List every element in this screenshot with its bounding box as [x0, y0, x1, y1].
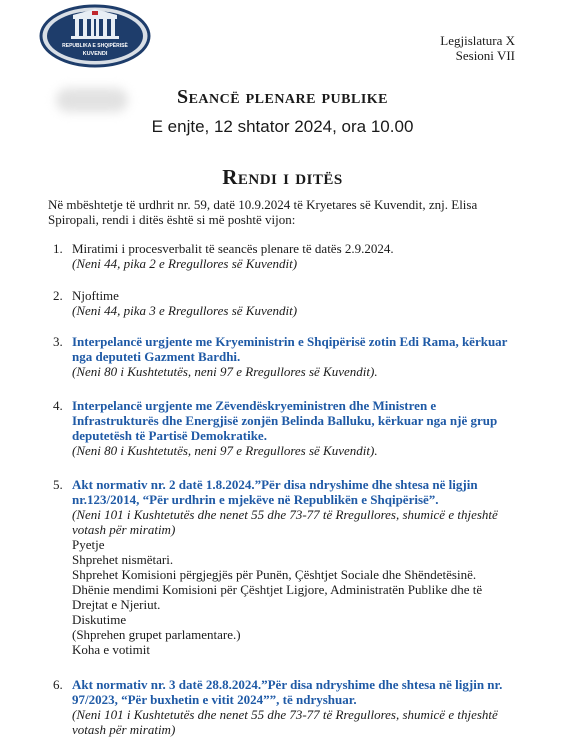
item-number: 4. [53, 398, 63, 413]
agenda-item-3 [48, 334, 518, 379]
item-reference: votash për miratim) [72, 522, 176, 537]
item-number: 1. [53, 241, 63, 256]
legislature-label: Legjislatura X [440, 33, 515, 48]
intro-line: Spiropali, rendi i ditës është si më poshtë vijon: [48, 212, 296, 227]
item-number: 3. [53, 334, 63, 349]
procedure-step: Shprehet nismëtari. [72, 552, 174, 567]
logo-text-line2: KUVENDI [82, 51, 108, 57]
procedure-step: Drejtat e Njeriut. [72, 597, 161, 612]
agenda-item-5 [48, 477, 518, 657]
item-text: Infrastrukturës dhe Energjisë zonjën Belinda Balluku, kërkuar nga një grup [72, 413, 498, 428]
item-text: nr.123/2014, “Për urdhrin e mjekëve në Republikën e Shqipërisë”. [72, 492, 439, 507]
procedure-step: Diskutime [72, 612, 127, 627]
logo-text-line1: REPUBLIKA E SHQIPËRISË [62, 43, 128, 49]
agenda-item-1 [48, 241, 518, 271]
procedure-step: Pyetje [72, 537, 105, 552]
procedure-step: (Shprehen grupet parlamentare.) [72, 627, 241, 642]
item-reference: votash për miratim) [72, 722, 176, 737]
intro-line: Në mbështetje të urdhrit nr. 59, datë 10.9.2024 të Kryetares së Kuvendit, znj. Elisa [48, 197, 478, 212]
procedure-step: Shprehet Komisioni përgjegjës për Punën, Çështjet Sociale dhe Shëndetësinë. [72, 567, 477, 582]
agenda-item-2 [48, 288, 518, 318]
legislature-info [440, 33, 515, 63]
procedure-step: Dhënie mendimi Komisioni për Çështjet Ligjore, Administratën Publike dhe të [72, 582, 483, 597]
session-date: E enjte, 12 shtator 2024, ora 10.00 [151, 117, 414, 136]
item-number: 6. [53, 677, 63, 692]
item-text: Interpelancë urgjente me Zëvendëskryeministren dhe Ministren e [72, 398, 437, 413]
item-number: 5. [53, 477, 63, 492]
session-label: Sesioni VII [455, 48, 515, 63]
item-reference: (Neni 101 i Kushtetutës dhe nenet 55 dhe 73-77 të Rregullores, shumicë e thjeshtë [72, 707, 498, 722]
agenda-title: Rendi i ditës [222, 165, 343, 189]
item-text: 97/2023, “Për buxhetin e vitit 2024””, të ndryshuar. [72, 692, 357, 707]
parliament-logo [39, 4, 151, 68]
item-text: deputetësh të Partisë Demokratike. [72, 428, 267, 443]
item-text: Interpelancë urgjente me Kryeministrin e Shqipërisë zotin Edi Rama, kërkuar [72, 334, 508, 349]
item-text: Miratimi i procesverbalit të seancës plenare të datës 2.9.2024. [72, 241, 394, 256]
item-reference: (Neni 44, pika 3 e Rregullores së Kuvendit) [72, 303, 298, 318]
procedure-step: Koha e votimit [72, 642, 150, 657]
page-title: Seancë plenare publike [176, 86, 389, 108]
item-text: Akt normativ nr. 2 datë 1.8.2024.”Për disa ndryshime dhe shtesa në ligjin [72, 477, 478, 492]
item-text: nga deputeti Gazment Bardhi. [72, 349, 241, 364]
intro-paragraph [48, 197, 518, 227]
item-reference: (Neni 80 i Kushtetutës, neni 97 e Rregullores së Kuvendit). [72, 364, 378, 379]
item-number: 2. [53, 288, 63, 303]
agenda-item-4 [48, 398, 518, 458]
item-reference: (Neni 80 i Kushtetutës, neni 97 e Rregullores së Kuvendit). [72, 443, 378, 458]
item-reference: (Neni 101 i Kushtetutës dhe nenet 55 dhe 73-77 të Rregullores, shumicë e thjeshtë [72, 507, 498, 522]
item-text: Njoftime [72, 288, 119, 303]
agenda-item-6 [48, 677, 518, 737]
item-text: Akt normativ nr. 3 datë 28.8.2024.”Për disa ndryshime dhe shtesa në ligjin nr. [72, 677, 503, 692]
item-reference: (Neni 44, pika 2 e Rregullores së Kuvendit) [72, 256, 298, 271]
